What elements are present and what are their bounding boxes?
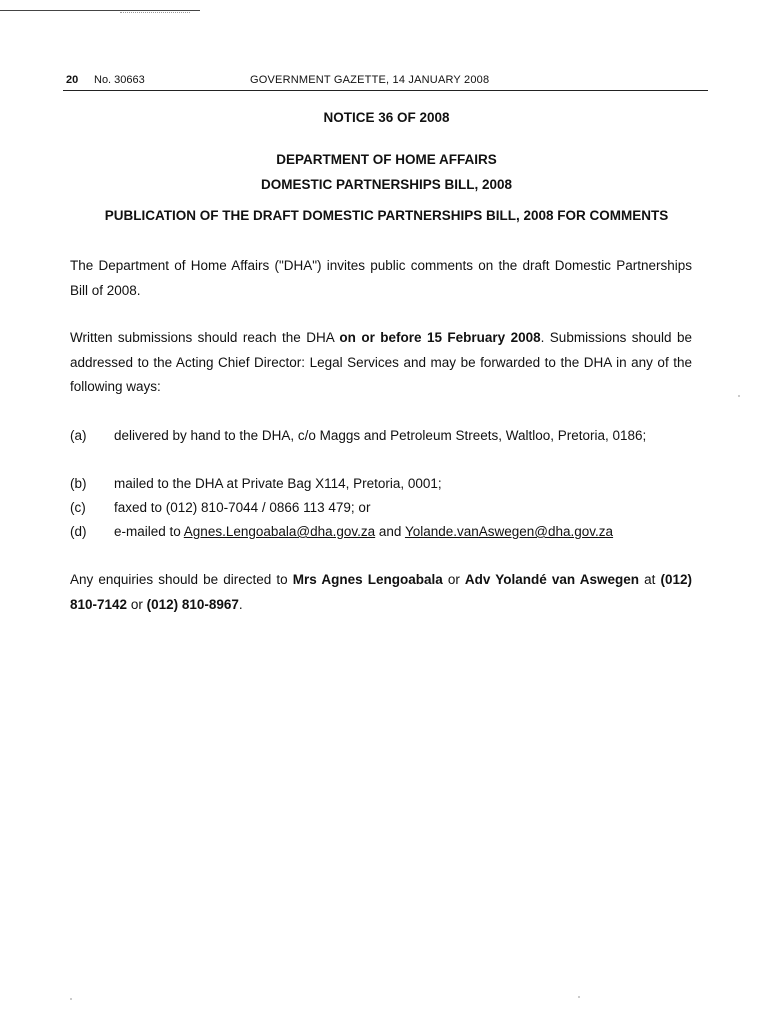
list-item [70, 472, 692, 497]
scan-artifact-line [120, 12, 190, 13]
contact-person-1: Mrs Agnes Lengoabala [292, 572, 443, 587]
page-number: 20 [66, 74, 79, 86]
email-joiner: and [375, 524, 405, 539]
contact-person-2: Adv Yolandé van Aswegen [464, 572, 640, 587]
notice-number: NOTICE 36 OF 2008 [323, 110, 450, 125]
scan-artifact-line [0, 10, 200, 11]
list-item-text: mailed to the DHA at Private Bag X114, Pretoria, 0001; [114, 476, 442, 491]
list-item-label: (d) [70, 524, 87, 539]
phone-number-2: (012) 810-8967 [146, 596, 239, 612]
submission-deadline: on or before 15 February 2008 [339, 330, 541, 345]
list-item-text [114, 520, 692, 545]
enquiries-text: Any enquiries should be directed to [70, 572, 293, 587]
scan-dust [738, 395, 740, 397]
submissions-text-1: Written submissions should reach the DHA [70, 330, 340, 345]
issue-number: No. 30663 [94, 74, 145, 86]
list-item-label: (a) [70, 428, 87, 443]
enquiries-end: . [238, 596, 243, 612]
list-item [70, 424, 692, 449]
email-link-agnes[interactable]: Agnes.Lengoabala@dha.gov.za [183, 524, 376, 539]
email-prefix: e-mailed to [114, 524, 184, 539]
bill-heading: DOMESTIC PARTNERSHIPS BILL, 2008 [260, 177, 513, 192]
enquiries-or: or [442, 572, 465, 587]
submissions-text-2: . Submissions should be addressed to the Acting Chief Director: Legal Services and may be forwarded to the DHA in any of the following ways: [70, 330, 692, 394]
email-link-yolande[interactable]: Yolande.vanAswegen@dha.gov.za [404, 524, 614, 539]
header-rule [63, 90, 708, 91]
running-header [66, 72, 707, 88]
submissions-paragraph [70, 326, 692, 400]
list-item [70, 520, 692, 545]
gazette-title: GOVERNMENT GAZETTE, 14 JANUARY 2008 [250, 74, 490, 86]
department-heading: DEPARTMENT OF HOME AFFAIRS [276, 152, 497, 167]
list-item-text: delivered by hand to the DHA, c/o Maggs and Petroleum Streets, Waltloo, Pretoria, 0186; [114, 428, 647, 443]
scan-dust [578, 996, 580, 998]
enquiries-at: at [639, 572, 661, 587]
list-item-label: (b) [70, 476, 87, 491]
scan-dust [70, 998, 72, 1000]
phone-number-1: (012) 810-7142 [70, 572, 692, 612]
enquiries-paragraph [70, 568, 692, 617]
intro-paragraph: The Department of Home Affairs ("DHA") invites public comments on the draft Domestic Partnerships Bill of 2008. [70, 258, 692, 298]
list-item-text: faxed to (012) 810-7044 / 0866 113 479; or [114, 500, 371, 515]
list-item-label: (c) [70, 500, 86, 515]
enquiries-or: or [127, 596, 147, 612]
publication-heading: PUBLICATION OF THE DRAFT DOMESTIC PARTNERSHIPS BILL, 2008 FOR COMMENTS [104, 208, 669, 223]
list-item [70, 496, 692, 521]
